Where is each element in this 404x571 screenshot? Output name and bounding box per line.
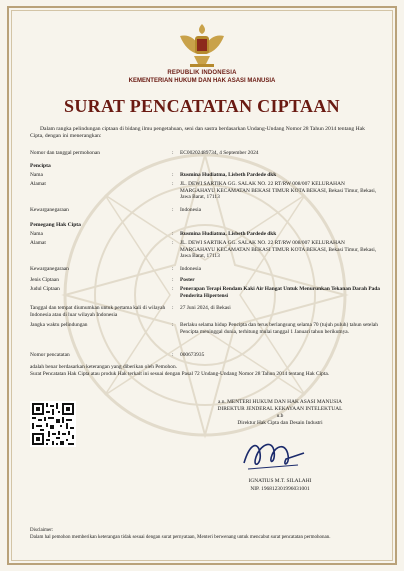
- work-type-value: Poster: [180, 277, 195, 283]
- colon: :: [172, 286, 174, 292]
- creator-section-title: Pencipta: [30, 163, 51, 169]
- protection-period-value: Berlaku selama hidup Pencipta dan terus berlangsung selama 70 (tujuh puluh) tahun setelah Pencipta meninggal dunia, terhitung mulai tanggal 1 Januari tahun berikutnya.: [180, 322, 378, 335]
- signatory-line-3: u.b: [276, 413, 284, 419]
- application-value: EC00202489734, 4 September 2024: [180, 150, 259, 156]
- signatory-name: IGNATIUS M.T. SILALAHI: [248, 478, 312, 484]
- holder-name-value: Rusmina Hudiatma, Lisbeth Pardede dkk: [180, 231, 277, 237]
- statement-2: Surat Pencatatan Hak Cipta atau produk Hak terkait ini sesuai dengan Pasal 72 Undang-Undang Nomor 28 Tahun 2014 tentang Hak Cipta.: [30, 371, 330, 377]
- protection-period-label: Jangka waktu pelindungan: [30, 322, 88, 328]
- record-number-value: 000673935: [180, 352, 205, 358]
- holder-address-label: Alamat: [30, 240, 46, 246]
- creator-address-label: Alamat: [30, 181, 46, 187]
- colon: :: [172, 266, 174, 272]
- holder-nationality-label: Kewarganegaraan: [30, 266, 69, 272]
- signatory-line-1: a.n. MENTERI HUKUM DAN HAK ASASI MANUSIA: [218, 399, 342, 405]
- statement-1: adalah benar berdasarkan keterangan yang diberikan oleh Pemohon.: [30, 364, 177, 370]
- colon: :: [172, 172, 174, 178]
- colon: :: [172, 305, 174, 311]
- colon: :: [172, 231, 174, 237]
- creator-address-value: JL. DEWI SARTIKA GG. SALAK NO. 22 RT/RW 008/007 KELURAHAN MARGAHAYU KECAMATAN BEKASI TIMUR KOTA BEKASI, Bekasi Timur, Bekasi, Jawa Barat, 17113: [180, 181, 377, 201]
- holder-nationality-value: Indonesia: [180, 266, 201, 272]
- work-title-label: Judul Ciptaan: [30, 286, 60, 292]
- colon: :: [172, 150, 174, 156]
- work-title-value: Penerapan Terapi Rendam Kaki Air Hangat Untuk Menurunkan Tekanan Darah Pada Penderita Hipertensi: [180, 286, 380, 299]
- qr-code-icon: [30, 401, 76, 447]
- issuer-line-1: REPUBLIK INDONESIA: [167, 70, 237, 76]
- signatory-nip: NIP. 196812301996031001: [250, 486, 310, 492]
- first-announced-value: 27 Juni 2024, di Bekasi: [180, 305, 231, 311]
- holder-section-title: Pemegang Hak Cipta: [30, 222, 81, 228]
- creator-nationality-label: Kewarganegaraan: [30, 207, 69, 213]
- colon: :: [172, 181, 174, 187]
- signatory-line-2: DIREKTUR JENDERAL KEKAYAAN INTELEKTUAL: [217, 406, 343, 412]
- handwritten-signature: [238, 435, 310, 475]
- garuda-emblem-icon: [176, 18, 228, 70]
- document-title: SURAT PENCATATAN CIPTAAN: [64, 96, 340, 116]
- creator-name-value: Rusmina Hudiatma, Lisbeth Pardede dkk: [180, 172, 277, 178]
- colon: :: [172, 207, 174, 213]
- colon: :: [172, 240, 174, 246]
- colon: :: [172, 277, 174, 283]
- colon: :: [172, 322, 174, 328]
- disclaimer-title: Disclaimer:: [30, 528, 54, 533]
- first-announced-label: Tanggal dan tempat diumumkan untuk pertama kali di wilayah Indonesia atau di luar wilayah Indonesia: [30, 305, 166, 318]
- signatory-line-4: Direktur Hak Cipta dan Desain Industri: [237, 420, 323, 426]
- creator-nationality-value: Indonesia: [180, 207, 201, 213]
- record-number-label: Nomor pencatatan: [30, 352, 70, 358]
- creator-name-label: Nama: [30, 172, 43, 178]
- disclaimer-text: Dalam hal pemohon memberikan keterangan tidak sesuai dengan surat pernyataan, Menteri berwenang untuk mencabut surat pencatatan permohonan.: [30, 535, 331, 540]
- holder-name-label: Nama: [30, 231, 43, 237]
- application-label: Nomor dan tanggal permohonan: [30, 150, 100, 156]
- holder-address-value: JL. DEWI SARTIKA GG. SALAK NO. 22 RT/RW 008/007 KELURAHAN MARGAHAYU KECAMATAN BEKASI TIMUR KOTA BEKASI, Bekasi Timur, Bekasi, Jawa Barat, 17113: [180, 240, 377, 260]
- issuer-line-2: KEMENTERIAN HUKUM DAN HAK ASASI MANUSIA: [128, 78, 276, 84]
- intro-paragraph: Dalam rangka pelindungan ciptaan di bidang ilmu pengetahuan, seni dan sastra berdasarkan Undang-Undang Nomor 28 Tahun 2014 tentang Hak Cipta, dengan ini menerangkan:: [30, 126, 365, 139]
- colon: :: [172, 352, 174, 358]
- work-type-label: Jenis Ciptaan: [30, 277, 59, 283]
